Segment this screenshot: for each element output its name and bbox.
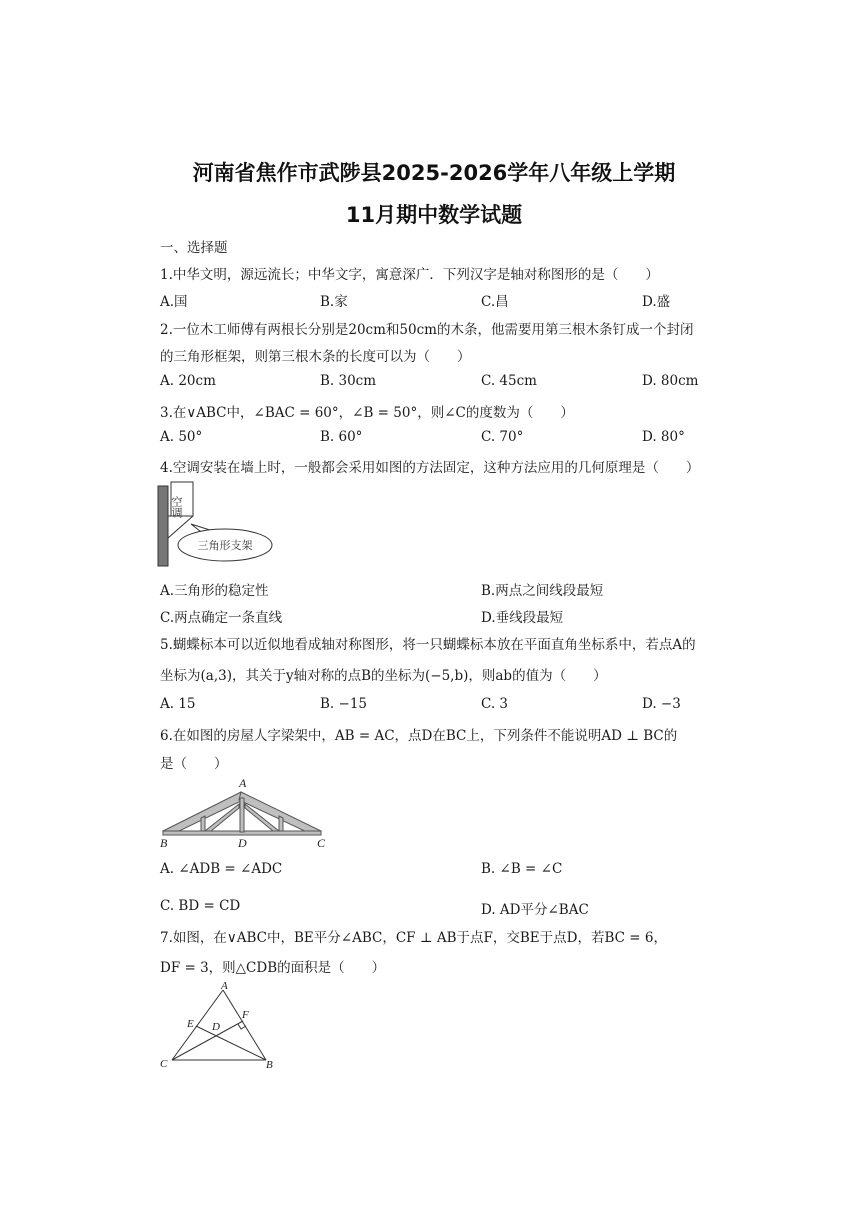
q3-option-c: C. 70° [481, 429, 524, 445]
q6-option-d: D. AD平分∠BAC [481, 902, 589, 918]
q6-option-a: A. ∠ADB = ∠ADC [160, 861, 283, 877]
q1-stem: 1.中华文明，源远流长；中华文字，寓意深广．下列汉字是轴对称图形的是（ ） [160, 267, 659, 283]
q2-option-c: C. 45cm [481, 373, 537, 389]
q3-option-a: A. 50° [160, 429, 203, 445]
q7-triangle-figure [155, 978, 285, 1074]
q1-option-a: A.国 [160, 294, 188, 310]
q4-option-a: A.三角形的稳定性 [160, 583, 269, 599]
q6-label-b: B [160, 836, 168, 850]
q4-option-b: B.两点之间线段最短 [481, 583, 604, 599]
q6-label-d: D [238, 836, 247, 850]
q6-label-a: A [239, 776, 247, 790]
q7-label-c: C [160, 1058, 168, 1070]
q6-label-c: C [317, 836, 326, 850]
q4-figure [155, 480, 280, 572]
page-title-line-2: 11月期中数学试题 [345, 203, 523, 227]
q5-option-b: B. −15 [320, 696, 367, 712]
q2-option-a: A. 20cm [160, 373, 216, 389]
q2-stem-line-2: 的三角形框架，则第三根木条的长度可以为（ ） [160, 349, 471, 365]
q7-label-b: B [266, 1059, 273, 1071]
q4-wall [158, 486, 168, 566]
q1-option-b: B.家 [320, 294, 348, 310]
q6-stem-line-1: 6.在如图的房屋人字梁架中，AB = AC，点D在BC上，下列条件不能说明AD ⊥ BC的 [160, 728, 678, 744]
q1-option-c: C.昌 [481, 294, 509, 310]
q4-ac-label: 空调 [170, 496, 182, 518]
segment-cf [172, 1021, 243, 1060]
truss-left-strut [201, 816, 205, 831]
q4-option-d: D.垂线段最短 [481, 610, 564, 626]
q5-option-d: D. −3 [642, 696, 681, 712]
page-title-line-1: 河南省焦作市武陟县2025-2026学年八年级上学期 [192, 161, 676, 185]
q6-roof-truss-figure [155, 774, 335, 850]
q3-stem: 3.在∨ABC中，∠BAC = 60°，∠B = 50°，则∠C的度数为（ ） [160, 405, 574, 421]
q7-stem-line-1: 7.如图，在∨ABC中，BE平分∠ABC，CF ⊥ AB于点F，交BE于点D，若BC = 6， [160, 930, 667, 946]
q7-stem-line-2: DF = 3，则△CDB的面积是（ ） [160, 960, 386, 976]
q5-stem-line-1: 5.蝴蝶标本可以近似地看成轴对称图形，将一只蝴蝶标本放在平面直角坐标系中，若点A的 [160, 637, 696, 653]
q2-option-d: D. 80cm [642, 373, 699, 389]
q5-stem-line-2: 坐标为(a,3)，其关于y轴对称的点B的坐标为(−5,b)，则ab的值为（ ） [160, 668, 607, 684]
q4-stem: 4.空调安装在墙上时，一般都会采用如图的方法固定，这种方法应用的几何原理是（ ） [160, 460, 700, 476]
q6-stem-line-2: 是（ ） [160, 756, 228, 772]
truss-right-strut [279, 816, 283, 831]
q6-option-b: B. ∠B = ∠C [481, 861, 563, 877]
q7-label-f: F [242, 1009, 249, 1021]
q3-option-d: D. 80° [642, 429, 685, 445]
q5-option-a: A. 15 [160, 696, 196, 712]
q1-option-d: D.盛 [642, 294, 671, 310]
section-heading: 一、选择题 [160, 240, 228, 256]
q7-label-a: A [221, 980, 228, 992]
q3-option-b: B. 60° [320, 429, 363, 445]
q7-label-d: D [212, 1021, 220, 1033]
q7-label-e: E [187, 1018, 194, 1030]
q4-option-c: C.两点确定一条直线 [160, 610, 283, 626]
q4-support-label: 三角形支架 [197, 540, 253, 552]
q2-stem-line-1: 2.一位木工师傅有两根长分别是20cm和50cm的木条，他需要用第三根木条钉成一个封闭 [160, 322, 694, 338]
q6-option-c: C. BD = CD [160, 898, 241, 914]
truss-king-post [240, 798, 244, 832]
q5-option-c: C. 3 [481, 696, 509, 712]
q2-option-b: B. 30cm [320, 373, 377, 389]
